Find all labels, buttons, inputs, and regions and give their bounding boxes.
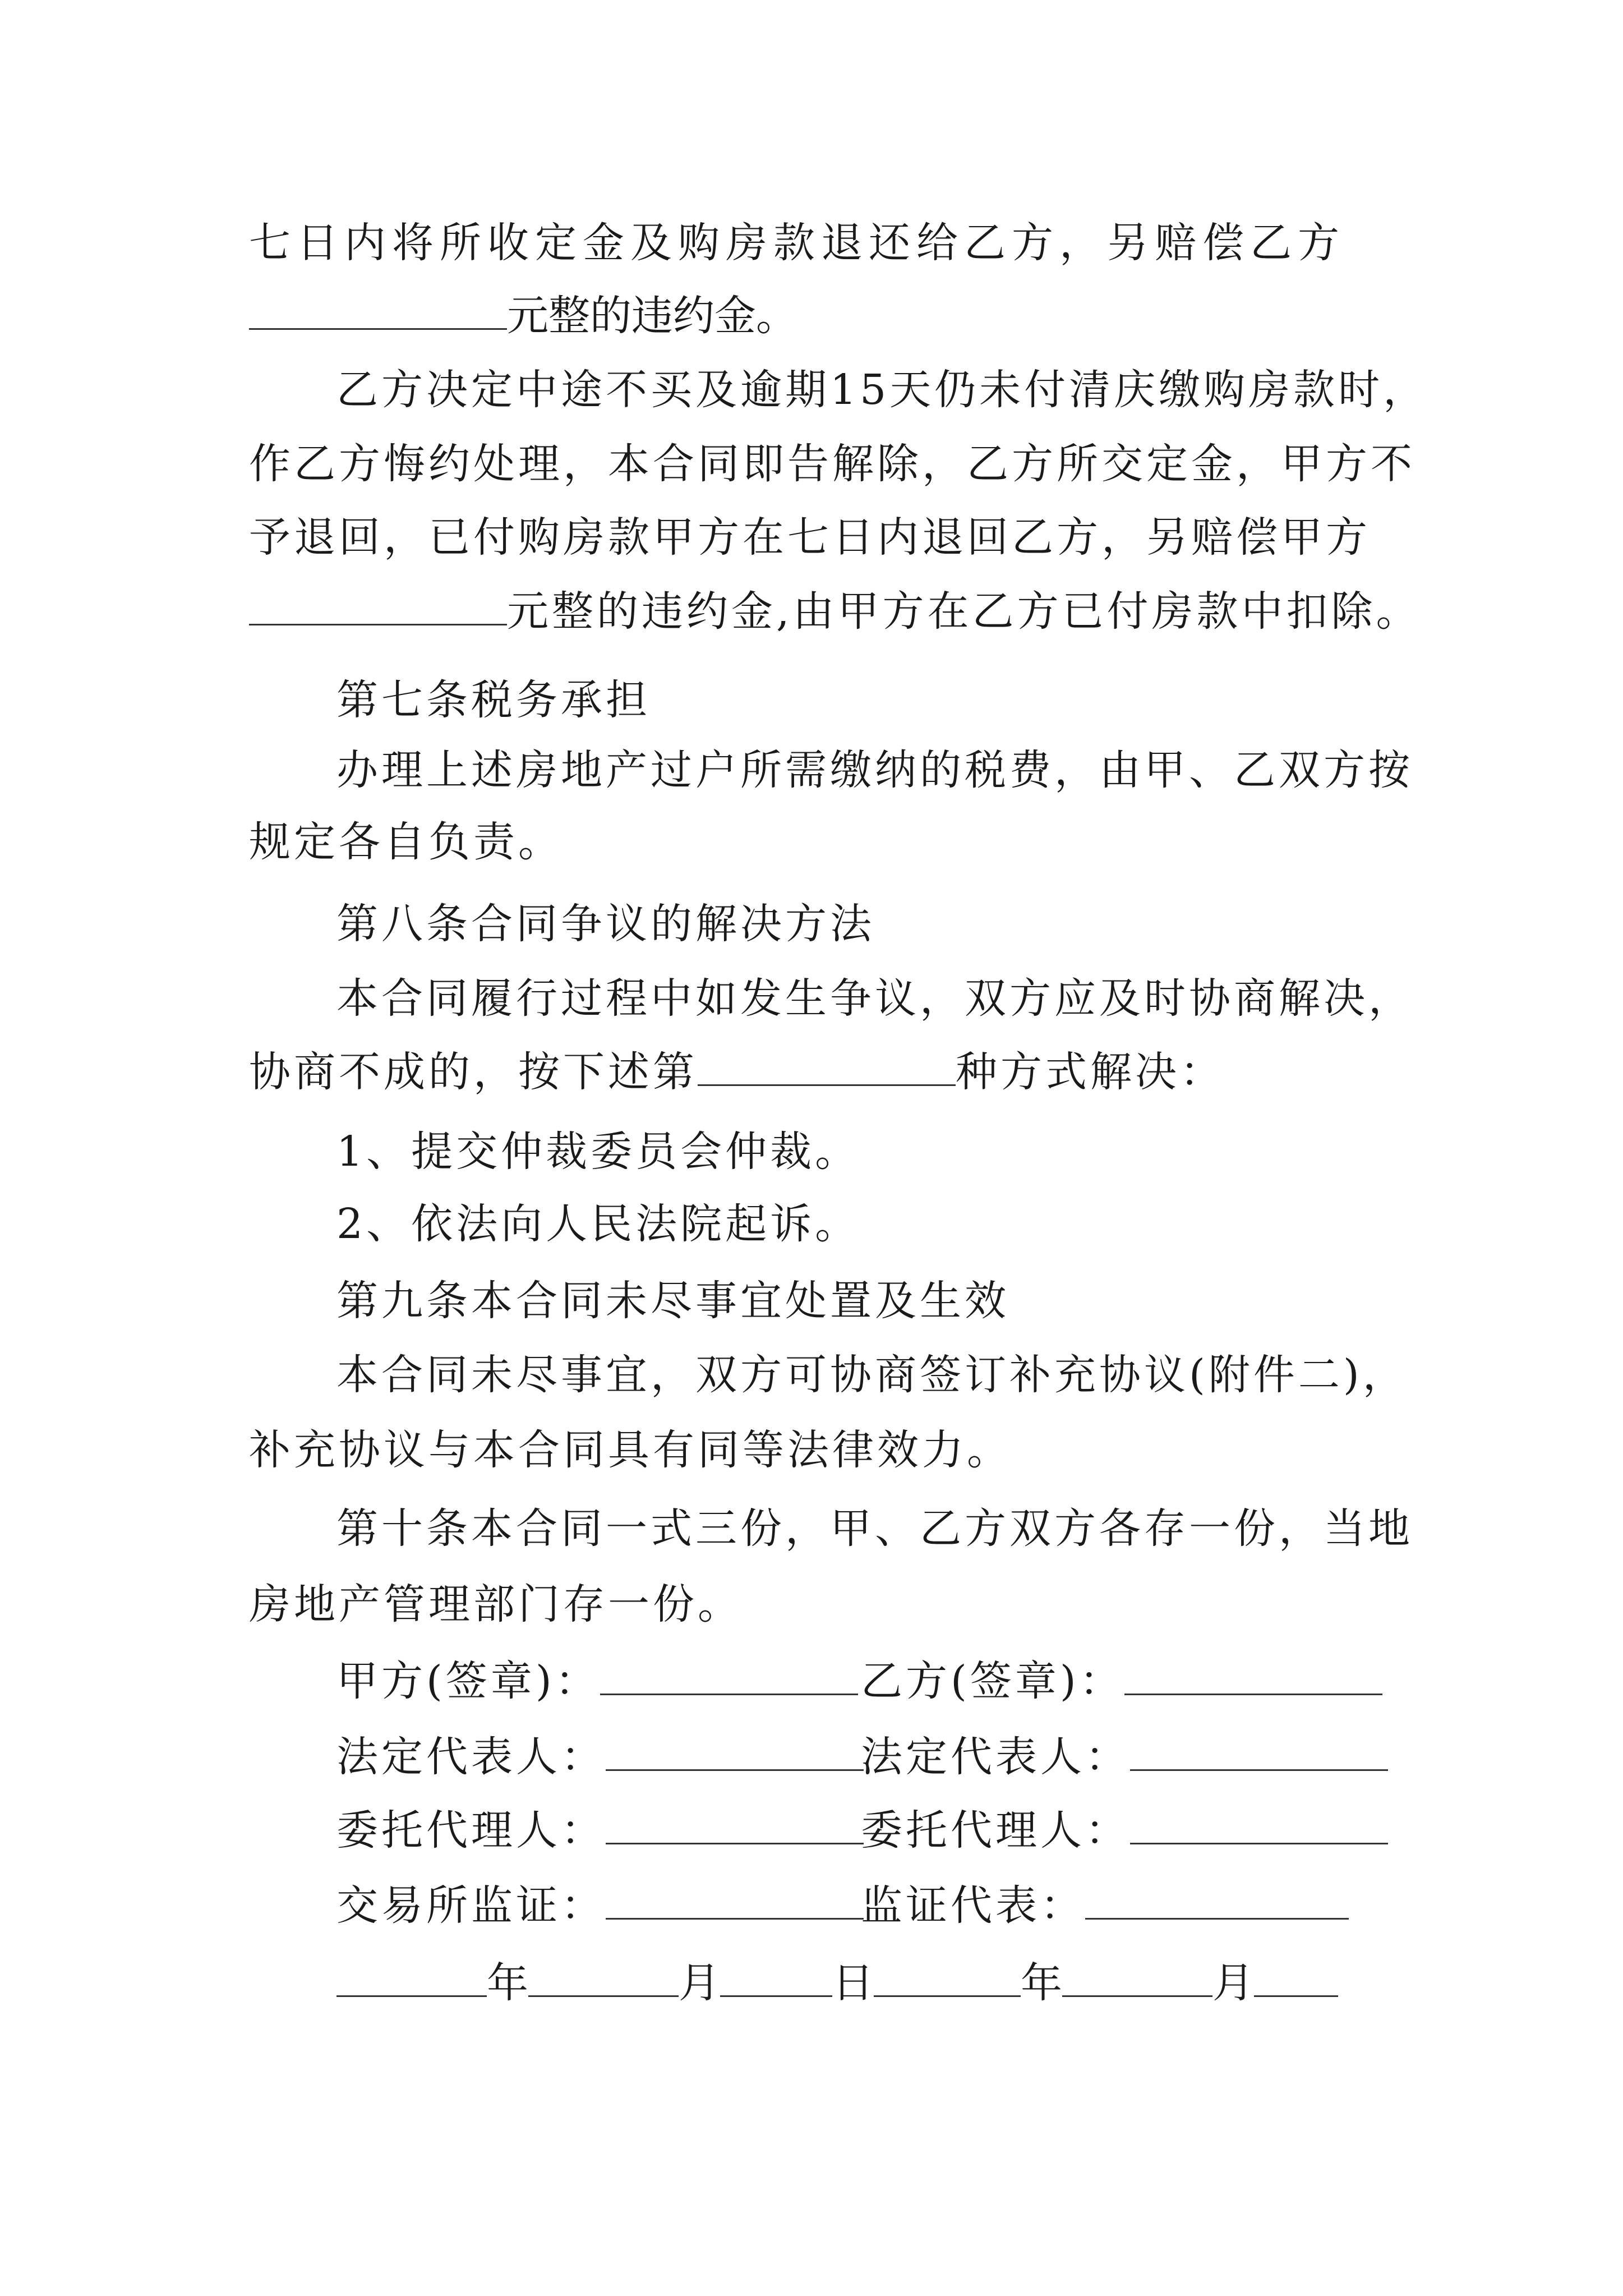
paragraph-line bbox=[0, 285, 1623, 347]
paragraph-line bbox=[0, 507, 1623, 568]
list-item bbox=[0, 1193, 1623, 1255]
text: 乙方决定中途不买及逾期15天仍未付清庆缴购房款时， bbox=[336, 366, 1428, 414]
signature-row bbox=[0, 1875, 1623, 1936]
signature-blank[interactable] bbox=[1130, 1809, 1388, 1844]
paragraph-line bbox=[0, 212, 1623, 274]
text: 种方式解决： bbox=[956, 1048, 1225, 1096]
day-blank[interactable] bbox=[1254, 1962, 1338, 1997]
date-label: 日 bbox=[832, 1959, 874, 2007]
text: 补充协议与本合同具有同等法律效力。 bbox=[249, 1426, 1012, 1474]
paragraph-line bbox=[0, 1573, 1623, 1635]
section-heading bbox=[0, 1270, 1623, 1332]
list-item bbox=[0, 1121, 1623, 1182]
paragraph-line bbox=[0, 581, 1623, 642]
text: 2、依法向人民法院起诉。 bbox=[336, 1200, 860, 1248]
signature-row bbox=[0, 1726, 1623, 1788]
fill-blank[interactable] bbox=[249, 295, 507, 330]
text: 本合同履行过程中如发生争议，双方应及时协商解决， bbox=[336, 974, 1413, 1023]
signature-blank[interactable] bbox=[606, 1736, 864, 1771]
paragraph-line bbox=[0, 1344, 1623, 1406]
signature-label: 法定代表人： bbox=[336, 1733, 606, 1781]
paragraph-line bbox=[0, 739, 1623, 801]
signature-label: 委托代理人： bbox=[336, 1806, 606, 1855]
signature-label: 委托代理人： bbox=[861, 1806, 1130, 1855]
signature-blank[interactable] bbox=[606, 1809, 864, 1844]
text: 第七条税务承担 bbox=[336, 676, 651, 724]
day-blank[interactable] bbox=[720, 1962, 832, 1997]
paragraph-line bbox=[0, 1419, 1623, 1481]
paragraph-line bbox=[0, 359, 1623, 421]
signature-label: 法定代表人： bbox=[861, 1733, 1130, 1781]
date-line bbox=[0, 1952, 1623, 2014]
text: 元整的违约金,由甲方在乙方已付房款中扣除。 bbox=[507, 587, 1421, 636]
signature-row bbox=[0, 1800, 1623, 1861]
paragraph-line bbox=[0, 968, 1623, 1029]
text: 房地产管理部门存一份。 bbox=[249, 1580, 743, 1628]
month-blank[interactable] bbox=[528, 1962, 679, 1997]
text: 元整的违约金。 bbox=[507, 292, 797, 340]
text: 规定各自负责。 bbox=[249, 818, 563, 866]
text: 第八条合同争议的解决方法 bbox=[336, 900, 875, 948]
text: 予退回，已付购房款甲方在七日内退回乙方，另赔偿甲方 bbox=[249, 513, 1371, 562]
date-label: 月 bbox=[1212, 1959, 1254, 2007]
fill-blank[interactable] bbox=[698, 1051, 956, 1086]
paragraph-line bbox=[0, 433, 1623, 495]
year-blank[interactable] bbox=[874, 1962, 1021, 1997]
text: 第十条本合同一式三份，甲、乙方双方各存一份，当地 bbox=[336, 1504, 1413, 1553]
signature-label: 乙方(签章)： bbox=[861, 1657, 1124, 1705]
text: 第九条本合同未尽事宜处置及生效 bbox=[336, 1277, 1009, 1325]
signature-label: 甲方(签章)： bbox=[336, 1657, 600, 1705]
date-label: 月 bbox=[679, 1959, 720, 2007]
year-blank[interactable] bbox=[336, 1962, 487, 1997]
paragraph-line bbox=[0, 1498, 1623, 1559]
paragraph-line bbox=[0, 811, 1623, 873]
signature-blank[interactable] bbox=[600, 1660, 858, 1695]
signature-blank[interactable] bbox=[606, 1884, 864, 1920]
text: 1、提交仲裁委员会仲裁。 bbox=[336, 1128, 860, 1176]
signature-blank[interactable] bbox=[1124, 1660, 1382, 1695]
month-blank[interactable] bbox=[1062, 1962, 1212, 1997]
signature-row bbox=[0, 1650, 1623, 1712]
text: 七日内将所收定金及购房款退还给乙方，另赔偿乙方 bbox=[249, 219, 1345, 267]
signature-blank[interactable] bbox=[1085, 1884, 1349, 1920]
date-label: 年 bbox=[487, 1959, 528, 2007]
text: 本合同未尽事宜，双方可协商签订补充协议(附件二)， bbox=[336, 1351, 1408, 1399]
text: 作乙方悔约处理，本合同即告解除，乙方所交定金，甲方不 bbox=[249, 440, 1415, 488]
paragraph-line bbox=[0, 1041, 1623, 1103]
text: 办理上述房地产过户所需缴纳的税费，由甲、乙双方按 bbox=[336, 746, 1413, 794]
section-heading bbox=[0, 669, 1623, 731]
text: 协商不成的，按下述第 bbox=[249, 1048, 698, 1096]
signature-label: 交易所监证： bbox=[336, 1881, 606, 1930]
date-label: 年 bbox=[1021, 1959, 1062, 2007]
fill-blank[interactable] bbox=[249, 590, 507, 625]
section-heading bbox=[0, 893, 1623, 955]
signature-blank[interactable] bbox=[1130, 1736, 1388, 1771]
signature-label: 监证代表： bbox=[861, 1881, 1085, 1930]
